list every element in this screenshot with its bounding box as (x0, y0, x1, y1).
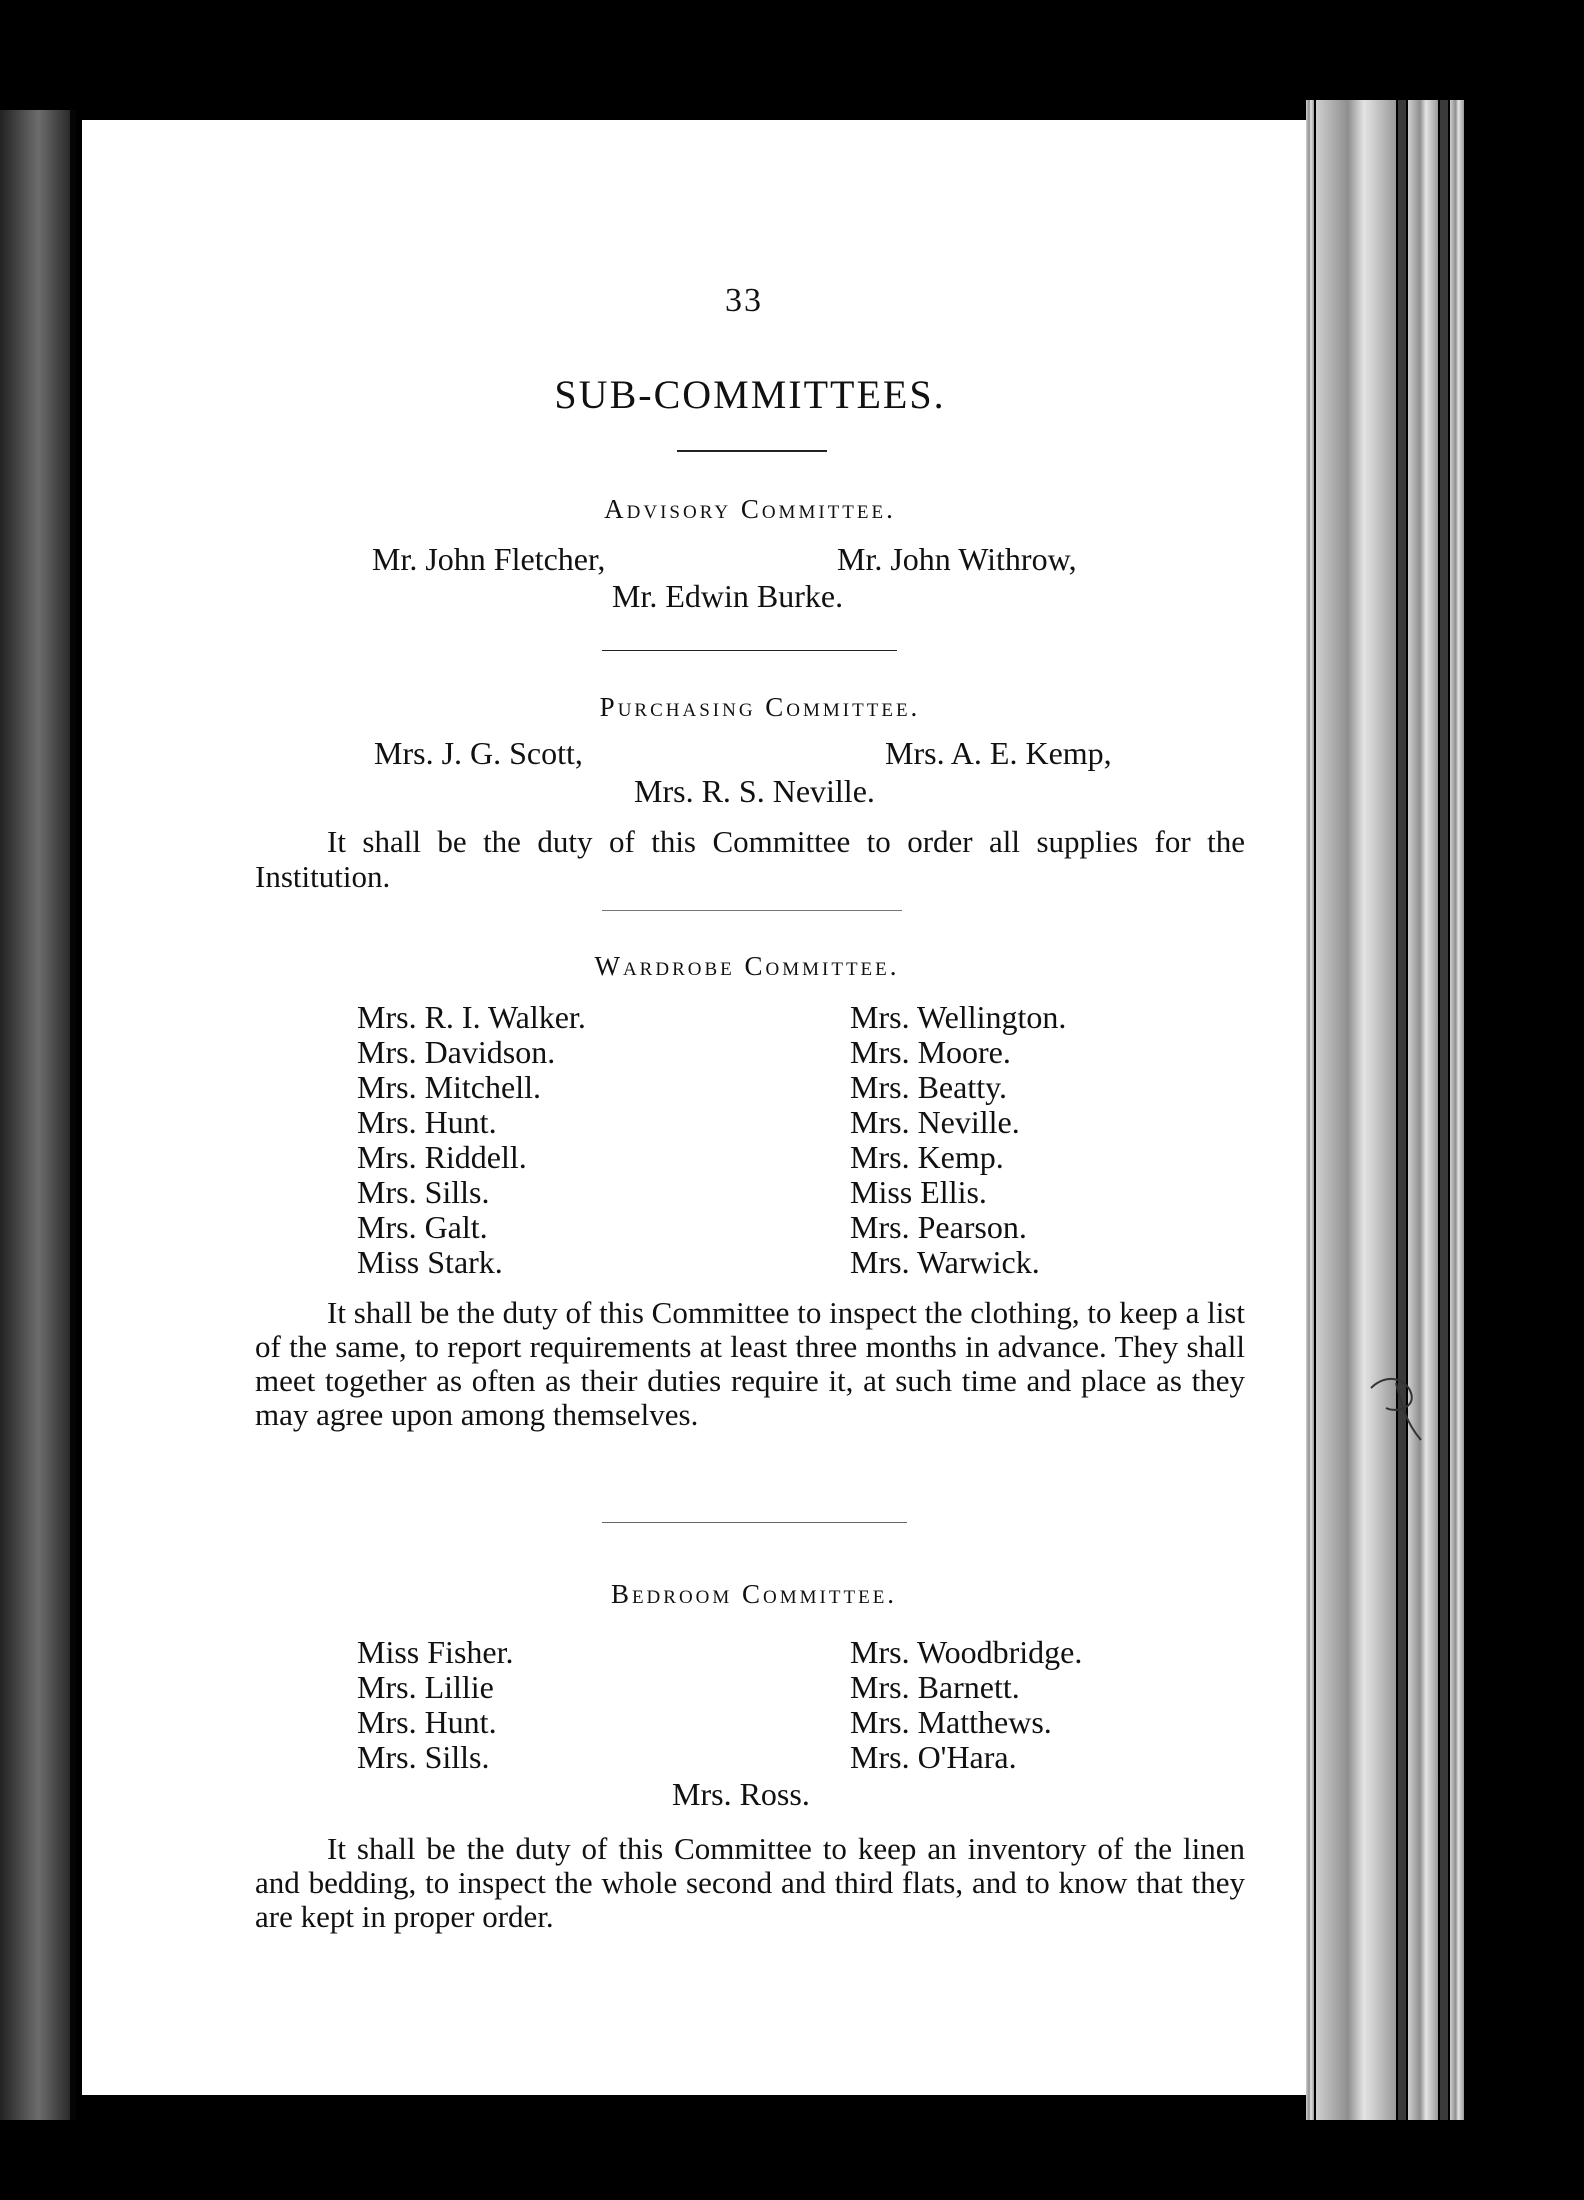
title-divider (677, 450, 827, 452)
purchasing-member-left: Mrs. J. G. Scott, (374, 735, 583, 771)
wardrobe-member: Mrs. R. I. Walker. (357, 999, 586, 1035)
section-divider (602, 910, 902, 911)
book-page (82, 120, 1306, 2095)
bedroom-committee-heading: Bedroom Committee. (610, 1579, 898, 1609)
bedroom-member: Mrs. Lillie (357, 1669, 494, 1705)
bedroom-member: Mrs. Barnett. (850, 1669, 1020, 1705)
cover-edge (1398, 100, 1406, 2120)
purchasing-duty-paragraph: It shall be the duty of this Committee to order all supplies for the Institution. (255, 824, 1245, 894)
bedroom-member: Mrs. Sills. (357, 1739, 490, 1775)
bedroom-member: Mrs. Matthews. (850, 1704, 1052, 1740)
wardrobe-member: Mrs. Neville. (850, 1104, 1020, 1140)
wardrobe-member: Mrs. Davidson. (357, 1034, 556, 1070)
wardrobe-committee-heading: Wardrobe Committee. (594, 951, 900, 981)
handwritten-margin-mark (1366, 1368, 1426, 1448)
bedroom-member: Miss Fisher. (357, 1634, 514, 1670)
bedroom-member: Mrs. Woodbridge. (850, 1634, 1083, 1670)
cover-edge (1440, 100, 1448, 2120)
leaf-edge (1306, 100, 1314, 2120)
wardrobe-member: Mrs. Hunt. (357, 1104, 497, 1140)
wardrobe-member: Mrs. Riddell. (357, 1139, 527, 1175)
leaf-edge (1408, 100, 1438, 2120)
wardrobe-member: Mrs. Mitchell. (357, 1069, 541, 1105)
right-book-edge (1306, 100, 1584, 2120)
bedroom-member: Mrs. Hunt. (357, 1704, 497, 1740)
leaf-edge (1316, 100, 1396, 2120)
binding-gutter (70, 110, 76, 2120)
wardrobe-member: Mrs. Sills. (357, 1174, 490, 1210)
purchasing-committee-heading: Purchasing Committee. (599, 692, 921, 722)
section-divider (602, 1522, 907, 1523)
advisory-member-center: Mr. Edwin Burke. (612, 578, 844, 614)
section-divider (602, 650, 897, 651)
bedroom-member: Mrs. O'Hara. (850, 1739, 1017, 1775)
wardrobe-member: Mrs. Beatty. (850, 1069, 1008, 1105)
page-title: SUB-COMMITTEES. (554, 372, 946, 417)
wardrobe-member: Miss Stark. (357, 1244, 503, 1280)
wardrobe-member: Miss Ellis. (850, 1174, 987, 1210)
advisory-member-left: Mr. John Fletcher, (372, 541, 606, 577)
purchasing-member-center: Mrs. R. S. Neville. (634, 773, 875, 809)
wardrobe-member: Mrs. Galt. (357, 1209, 488, 1245)
advisory-committee-heading: Advisory Committee. (604, 494, 896, 524)
bedroom-duty-paragraph: It shall be the duty of this Committee to keep an inventory of the linen and bedding, to inspect the whole second and third flats, and to know that they are kept in proper order. (255, 1831, 1245, 1934)
advisory-member-right: Mr. John Withrow, (837, 541, 1077, 577)
purchasing-member-right: Mrs. A. E. Kemp, (885, 735, 1112, 771)
page-number: 33 (725, 282, 763, 319)
wardrobe-duty-paragraph: It shall be the duty of this Committee to inspect the clothing, to keep a list of the same, to report requirements at least three months in advance. They shall meet together as often as their duties require it, at such time and place as they may agree upon among themselves. (255, 1295, 1245, 1432)
wardrobe-member: Mrs. Moore. (850, 1034, 1011, 1070)
wardrobe-member: Mrs. Wellington. (850, 999, 1067, 1035)
wardrobe-member: Mrs. Pearson. (850, 1209, 1027, 1245)
wardrobe-member: Mrs. Warwick. (850, 1244, 1040, 1280)
wardrobe-member: Mrs. Kemp. (850, 1139, 1004, 1175)
left-page-edge (0, 110, 70, 2120)
leaf-edge (1450, 100, 1464, 2120)
bedroom-member-center: Mrs. Ross. (672, 1776, 810, 1812)
